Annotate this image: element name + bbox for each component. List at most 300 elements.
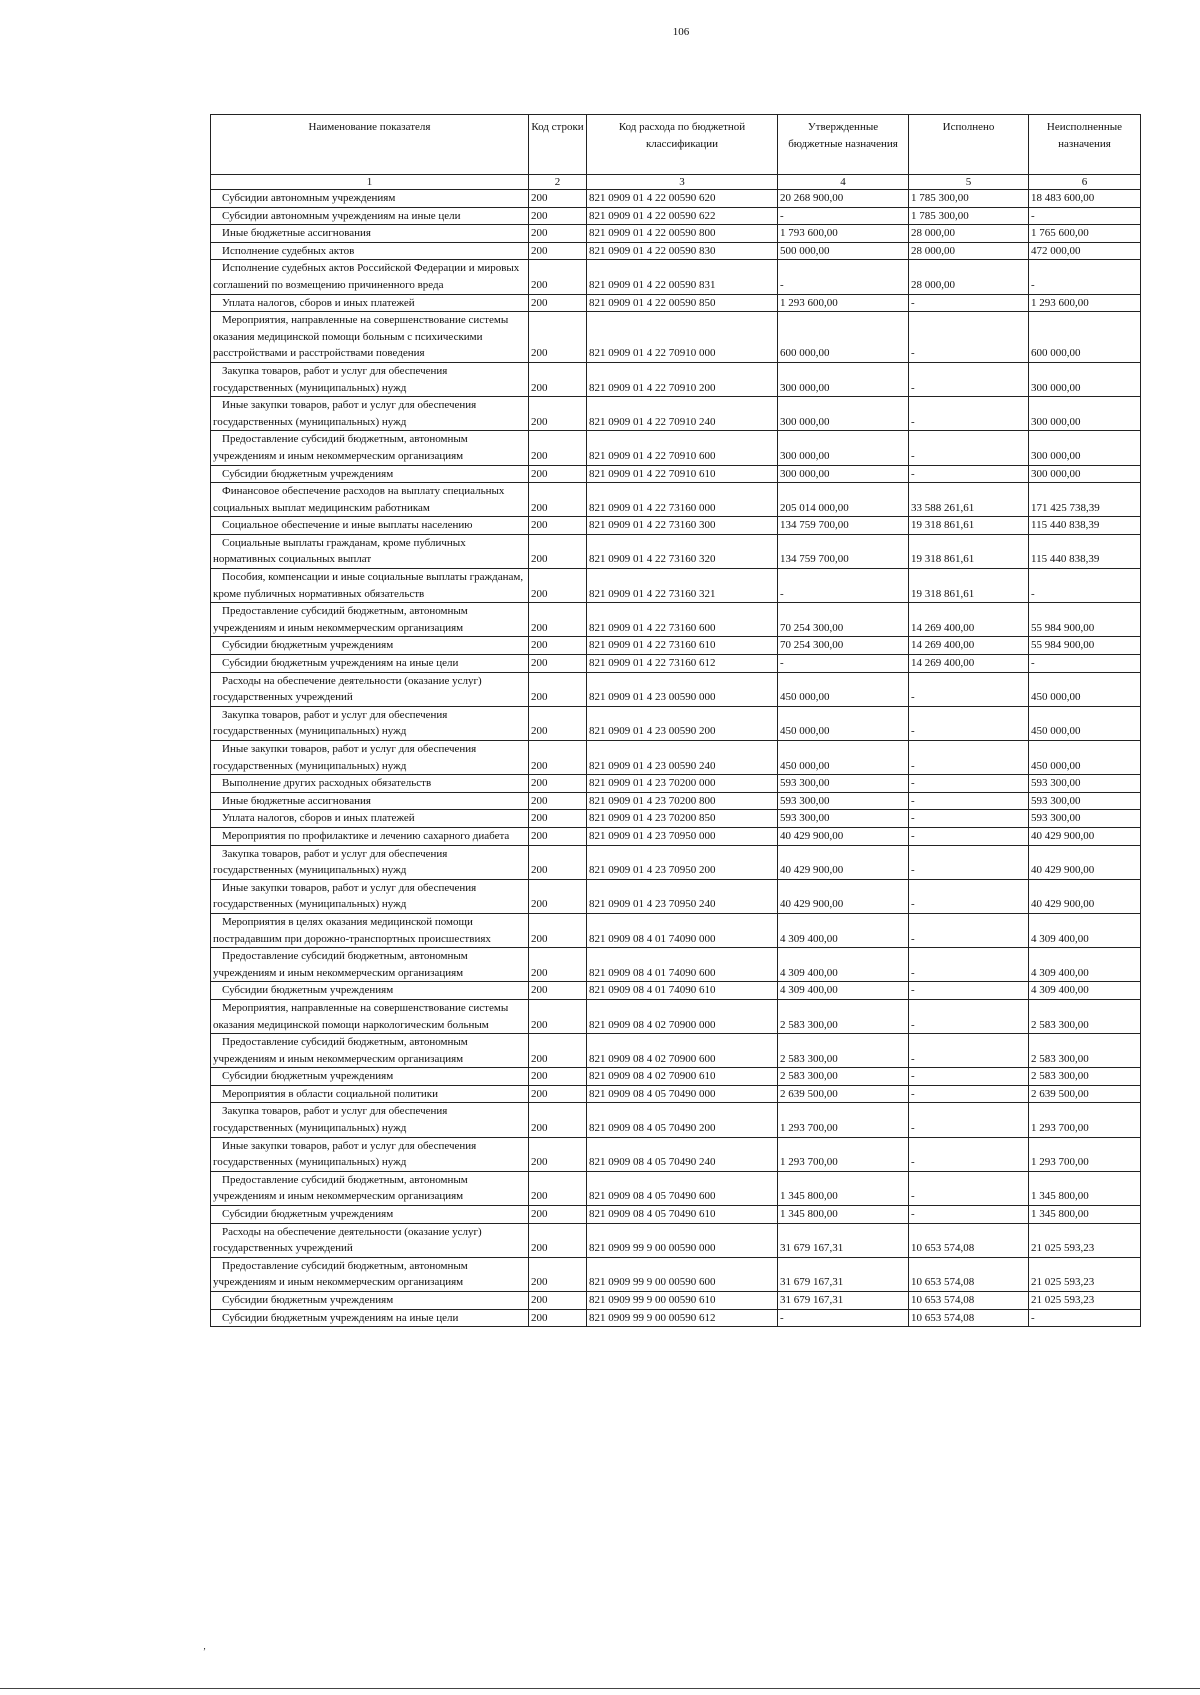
row-expense-code-cell: 821 0909 08 4 05 70490 600 xyxy=(587,1171,778,1205)
row-approved-cell: - xyxy=(778,569,909,603)
row-unexecuted-cell: 593 300,00 xyxy=(1029,775,1141,793)
row-line-code-cell: 200 xyxy=(529,1292,587,1310)
row-name-cell xyxy=(211,1309,529,1327)
table-row xyxy=(211,775,1141,793)
row-unexecuted-cell: 1 345 800,00 xyxy=(1029,1206,1141,1224)
row-executed-cell: - xyxy=(909,706,1029,740)
row-executed-cell: 10 653 574,08 xyxy=(909,1257,1029,1291)
row-unexecuted-cell: 40 429 900,00 xyxy=(1029,827,1141,845)
row-executed-cell: - xyxy=(909,1206,1029,1224)
row-expense-code-cell: 821 0909 01 4 22 00590 850 xyxy=(587,294,778,312)
table-row xyxy=(211,1257,1141,1291)
row-unexecuted-cell: 21 025 593,23 xyxy=(1029,1223,1141,1257)
row-unexecuted-cell: 2 583 300,00 xyxy=(1029,1068,1141,1086)
row-approved-cell: 40 429 900,00 xyxy=(778,827,909,845)
row-unexecuted-cell: 300 000,00 xyxy=(1029,362,1141,396)
row-executed-cell: 28 000,00 xyxy=(909,242,1029,260)
row-line-code-cell: 200 xyxy=(529,483,587,517)
row-line-code-cell: 200 xyxy=(529,190,587,208)
budget-execution-table xyxy=(210,114,1141,1327)
row-expense-code-cell: 821 0909 01 4 22 73160 000 xyxy=(587,483,778,517)
row-line-code-cell: 200 xyxy=(529,517,587,535)
row-approved-cell: 31 679 167,31 xyxy=(778,1292,909,1310)
row-executed-cell: 10 653 574,08 xyxy=(909,1223,1029,1257)
table-row xyxy=(211,982,1141,1000)
row-name-text: Пособия, компенсации и иные социальные выплаты гражданам, кроме публичных нормативных обязательств xyxy=(213,571,524,600)
row-line-code-cell: 200 xyxy=(529,741,587,775)
row-expense-code-cell: 821 0909 01 4 22 73160 600 xyxy=(587,603,778,637)
row-name-cell xyxy=(211,190,529,208)
row-executed-cell: 33 588 261,61 xyxy=(909,483,1029,517)
table-row xyxy=(211,517,1141,535)
row-name-cell xyxy=(211,260,529,294)
row-name-cell xyxy=(211,913,529,947)
row-name-text: Субсидии бюджетным учреждениям xyxy=(222,1208,394,1221)
row-line-code-cell: 200 xyxy=(529,534,587,568)
row-approved-cell: 4 309 400,00 xyxy=(778,982,909,1000)
row-unexecuted-cell: 4 309 400,00 xyxy=(1029,982,1141,1000)
row-approved-cell: 593 300,00 xyxy=(778,810,909,828)
row-name-text: Иные бюджетные ассигнования xyxy=(222,794,371,807)
row-name-text: Закупка товаров, работ и услуг для обеспечения государственных (муниципальных) нужд xyxy=(213,847,448,877)
row-unexecuted-cell: 1 765 600,00 xyxy=(1029,225,1141,243)
row-expense-code-cell: 821 0909 08 4 02 70900 610 xyxy=(587,1068,778,1086)
row-name-text: Субсидии бюджетным учреждениям на иные цели xyxy=(222,657,459,670)
row-line-code-cell: 200 xyxy=(529,397,587,431)
header-approved: Утвержденные бюджетные назначения xyxy=(778,115,909,175)
row-name-text: Мероприятия по профилактике и лечению сахарного диабета xyxy=(222,829,510,842)
row-unexecuted-cell: 2 583 300,00 xyxy=(1029,1034,1141,1068)
row-executed-cell: - xyxy=(909,431,1029,465)
row-name-text: Субсидии автономным учреждениям xyxy=(222,192,396,204)
row-unexecuted-cell: 4 309 400,00 xyxy=(1029,948,1141,982)
row-unexecuted-cell: 300 000,00 xyxy=(1029,397,1141,431)
row-name-cell xyxy=(211,1171,529,1205)
row-approved-cell: 1 345 800,00 xyxy=(778,1171,909,1205)
header-line-code: Код строки xyxy=(529,115,587,175)
row-unexecuted-cell: 1 293 700,00 xyxy=(1029,1103,1141,1137)
row-unexecuted-cell: 450 000,00 xyxy=(1029,672,1141,706)
row-expense-code-cell: 821 0909 01 4 23 00590 000 xyxy=(587,672,778,706)
row-approved-cell: 593 300,00 xyxy=(778,775,909,793)
row-approved-cell: 500 000,00 xyxy=(778,242,909,260)
table-row xyxy=(211,294,1141,312)
row-executed-cell: - xyxy=(909,397,1029,431)
row-approved-cell: 300 000,00 xyxy=(778,431,909,465)
row-unexecuted-cell: 450 000,00 xyxy=(1029,741,1141,775)
row-unexecuted-cell: 55 984 900,00 xyxy=(1029,603,1141,637)
row-line-code-cell: 200 xyxy=(529,603,587,637)
row-name-cell xyxy=(211,362,529,396)
row-name-cell xyxy=(211,810,529,828)
row-name-cell xyxy=(211,225,529,243)
row-approved-cell: 300 000,00 xyxy=(778,465,909,483)
row-expense-code-cell: 821 0909 01 4 23 00590 240 xyxy=(587,741,778,775)
table-row xyxy=(211,242,1141,260)
row-executed-cell: - xyxy=(909,294,1029,312)
row-name-text: Субсидии бюджетным учреждениям xyxy=(222,984,394,997)
row-executed-cell: - xyxy=(909,982,1029,1000)
header-unexecuted: Неисполненные назначения xyxy=(1029,115,1141,175)
row-line-code-cell: 200 xyxy=(529,775,587,793)
row-name-text: Субсидии автономным учреждениям на иные цели xyxy=(222,209,461,222)
row-executed-cell: - xyxy=(909,913,1029,947)
row-approved-cell: 134 759 700,00 xyxy=(778,517,909,535)
row-line-code-cell: 200 xyxy=(529,1137,587,1171)
table-body xyxy=(211,190,1141,1327)
row-expense-code-cell: 821 0909 99 9 00 00590 000 xyxy=(587,1223,778,1257)
row-line-code-cell: 200 xyxy=(529,672,587,706)
row-line-code-cell: 200 xyxy=(529,260,587,294)
row-name-text: Предоставление субсидий бюджетным, автономным учреждениям и иным некоммерческим организациям xyxy=(213,1173,468,1203)
row-line-code-cell: 200 xyxy=(529,1103,587,1137)
table-row xyxy=(211,225,1141,243)
row-unexecuted-cell: - xyxy=(1029,655,1141,673)
row-line-code-cell: 200 xyxy=(529,845,587,879)
row-expense-code-cell: 821 0909 01 4 23 70200 850 xyxy=(587,810,778,828)
row-line-code-cell: 200 xyxy=(529,1223,587,1257)
table-row xyxy=(211,312,1141,363)
table-row xyxy=(211,672,1141,706)
row-name-text: Уплата налогов, сборов и иных платежей xyxy=(222,296,415,309)
table-row xyxy=(211,827,1141,845)
table-row xyxy=(211,792,1141,810)
row-name-cell xyxy=(211,706,529,740)
row-expense-code-cell: 821 0909 01 4 22 70910 200 xyxy=(587,362,778,396)
row-name-text: Предоставление субсидий бюджетным, автономным учреждениям и иным некоммерческим организациям xyxy=(213,1259,468,1289)
row-name-text: Расходы на обеспечение деятельности (оказание услуг) государственных учреждений xyxy=(213,674,482,704)
row-name-text: Предоставление субсидий бюджетным, автономным учреждениям и иным некоммерческим организациям xyxy=(213,950,468,979)
row-unexecuted-cell: - xyxy=(1029,260,1141,294)
header-indicator-name: Наименование показателя xyxy=(211,115,529,175)
row-executed-cell: - xyxy=(909,827,1029,845)
row-line-code-cell: 200 xyxy=(529,948,587,982)
row-expense-code-cell: 821 0909 01 4 22 70910 610 xyxy=(587,465,778,483)
row-line-code-cell: 200 xyxy=(529,1085,587,1103)
row-name-text: Иные бюджетные ассигнования xyxy=(222,227,371,240)
row-executed-cell: 14 269 400,00 xyxy=(909,655,1029,673)
row-name-cell xyxy=(211,517,529,535)
header-row xyxy=(211,115,1141,175)
row-line-code-cell: 200 xyxy=(529,913,587,947)
row-expense-code-cell: 821 0909 01 4 22 70910 000 xyxy=(587,312,778,363)
row-line-code-cell: 200 xyxy=(529,706,587,740)
row-executed-cell: 19 318 861,61 xyxy=(909,517,1029,535)
row-expense-code-cell: 821 0909 01 4 22 00590 831 xyxy=(587,260,778,294)
header-expense-code: Код расхода по бюджетной классификации xyxy=(587,115,778,175)
row-expense-code-cell: 821 0909 99 9 00 00590 600 xyxy=(587,1257,778,1291)
row-name-text: Выполнение других расходных обязательств xyxy=(222,777,432,790)
row-name-text: Исполнение судебных актов xyxy=(222,244,355,257)
row-unexecuted-cell: 171 425 738,39 xyxy=(1029,483,1141,517)
row-line-code-cell: 200 xyxy=(529,242,587,260)
row-line-code-cell: 200 xyxy=(529,810,587,828)
row-approved-cell: - xyxy=(778,1309,909,1327)
row-approved-cell: 4 309 400,00 xyxy=(778,913,909,947)
row-executed-cell: 10 653 574,08 xyxy=(909,1309,1029,1327)
row-line-code-cell: 200 xyxy=(529,431,587,465)
row-line-code-cell: 200 xyxy=(529,465,587,483)
row-name-cell xyxy=(211,1103,529,1137)
row-name-text: Закупка товаров, работ и услуг для обеспечения государственных (муниципальных) нужд xyxy=(213,1105,448,1135)
table-row xyxy=(211,260,1141,294)
row-line-code-cell: 200 xyxy=(529,1257,587,1291)
row-expense-code-cell: 821 0909 01 4 23 00590 200 xyxy=(587,706,778,740)
row-approved-cell: 450 000,00 xyxy=(778,672,909,706)
row-name-text: Субсидии бюджетным учреждениям xyxy=(222,1294,394,1306)
row-name-text: Исполнение судебных актов Российской Федерации и мировых соглашений по возмещению причиненного вреда xyxy=(213,262,520,291)
row-line-code-cell: 200 xyxy=(529,655,587,673)
row-line-code-cell: 200 xyxy=(529,569,587,603)
row-name-cell xyxy=(211,655,529,673)
column-number: 5 xyxy=(909,175,1029,190)
row-name-text: Расходы на обеспечение деятельности (оказание услуг) государственных учреждений xyxy=(213,1225,482,1255)
row-executed-cell: 28 000,00 xyxy=(909,260,1029,294)
row-executed-cell: - xyxy=(909,1068,1029,1086)
row-approved-cell: 31 679 167,31 xyxy=(778,1257,909,1291)
row-name-text: Мероприятия, направленные на совершенствование системы оказания медицинской помощи наркологическим больным xyxy=(213,1001,509,1031)
row-name-cell xyxy=(211,603,529,637)
row-line-code-cell: 200 xyxy=(529,999,587,1033)
row-expense-code-cell: 821 0909 08 4 01 74090 000 xyxy=(587,913,778,947)
row-executed-cell: - xyxy=(909,1137,1029,1171)
row-expense-code-cell: 821 0909 01 4 22 00590 622 xyxy=(587,207,778,225)
row-name-text: Предоставление субсидий бюджетным, автономным учреждениям и иным некоммерческим организациям xyxy=(213,1036,468,1065)
row-approved-cell: 300 000,00 xyxy=(778,362,909,396)
row-executed-cell: - xyxy=(909,775,1029,793)
table-row xyxy=(211,1085,1141,1103)
row-unexecuted-cell: 2 583 300,00 xyxy=(1029,999,1141,1033)
row-expense-code-cell: 821 0909 08 4 02 70900 600 xyxy=(587,1034,778,1068)
row-unexecuted-cell: 21 025 593,23 xyxy=(1029,1257,1141,1291)
row-name-text: Предоставление субсидий бюджетным, автономным учреждениям и иным некоммерческим организациям xyxy=(213,433,468,462)
row-name-cell xyxy=(211,775,529,793)
row-expense-code-cell: 821 0909 08 4 05 70490 200 xyxy=(587,1103,778,1137)
row-name-text: Субсидии бюджетным учреждениям xyxy=(222,467,394,480)
row-name-text: Закупка товаров, работ и услуг для обеспечения государственных (муниципальных) нужд xyxy=(213,364,448,394)
row-approved-cell: 450 000,00 xyxy=(778,741,909,775)
row-name-text: Иные закупки товаров, работ и услуг для обеспечения государственных (муниципальных) нужд xyxy=(213,881,477,911)
table-row xyxy=(211,810,1141,828)
row-name-cell xyxy=(211,1223,529,1257)
table-row xyxy=(211,534,1141,568)
row-approved-cell: 40 429 900,00 xyxy=(778,845,909,879)
row-name-cell xyxy=(211,948,529,982)
row-unexecuted-cell: 40 429 900,00 xyxy=(1029,845,1141,879)
row-line-code-cell: 200 xyxy=(529,1309,587,1327)
row-expense-code-cell: 821 0909 01 4 23 70950 200 xyxy=(587,845,778,879)
row-name-cell xyxy=(211,1292,529,1310)
row-expense-code-cell: 821 0909 08 4 01 74090 610 xyxy=(587,982,778,1000)
row-expense-code-cell: 821 0909 01 4 23 70950 240 xyxy=(587,879,778,913)
row-approved-cell: 1 293 700,00 xyxy=(778,1137,909,1171)
table-row xyxy=(211,1206,1141,1224)
row-name-cell xyxy=(211,1068,529,1086)
row-executed-cell: - xyxy=(909,845,1029,879)
row-expense-code-cell: 821 0909 01 4 22 00590 800 xyxy=(587,225,778,243)
row-name-cell xyxy=(211,1137,529,1171)
row-expense-code-cell: 821 0909 08 4 05 70490 000 xyxy=(587,1085,778,1103)
column-number: 6 xyxy=(1029,175,1141,190)
row-expense-code-cell: 821 0909 01 4 23 70200 800 xyxy=(587,792,778,810)
row-unexecuted-cell: - xyxy=(1029,1309,1141,1327)
row-line-code-cell: 200 xyxy=(529,1068,587,1086)
row-unexecuted-cell: - xyxy=(1029,207,1141,225)
row-approved-cell: 300 000,00 xyxy=(778,397,909,431)
row-name-text: Закупка товаров, работ и услуг для обеспечения государственных (муниципальных) нужд xyxy=(213,708,448,738)
row-approved-cell: 2 639 500,00 xyxy=(778,1085,909,1103)
table-row xyxy=(211,483,1141,517)
row-name-cell xyxy=(211,792,529,810)
row-name-cell xyxy=(211,207,529,225)
table-row xyxy=(211,1309,1141,1327)
row-name-text: Мероприятия, направленные на совершенствование системы оказания медицинской помощи больным с психическими расстройствами и расстройствами поведения xyxy=(213,314,509,360)
row-unexecuted-cell: 115 440 838,39 xyxy=(1029,534,1141,568)
row-unexecuted-cell: 21 025 593,23 xyxy=(1029,1292,1141,1310)
row-expense-code-cell: 821 0909 99 9 00 00590 610 xyxy=(587,1292,778,1310)
row-name-text: Иные закупки товаров, работ и услуг для обеспечения государственных (муниципальных) нужд xyxy=(213,743,477,772)
column-number: 4 xyxy=(778,175,909,190)
row-executed-cell: - xyxy=(909,1085,1029,1103)
row-approved-cell: 205 014 000,00 xyxy=(778,483,909,517)
row-name-text: Социальное обеспечение и иные выплаты населению xyxy=(222,519,473,532)
row-expense-code-cell: 821 0909 01 4 22 73160 321 xyxy=(587,569,778,603)
row-line-code-cell: 200 xyxy=(529,294,587,312)
row-unexecuted-cell: 1 345 800,00 xyxy=(1029,1171,1141,1205)
row-approved-cell: 20 268 900,00 xyxy=(778,190,909,208)
row-approved-cell: 70 254 300,00 xyxy=(778,603,909,637)
table-row xyxy=(211,913,1141,947)
row-executed-cell: - xyxy=(909,362,1029,396)
row-executed-cell: - xyxy=(909,1103,1029,1137)
row-line-code-cell: 200 xyxy=(529,207,587,225)
row-name-cell xyxy=(211,827,529,845)
table-row xyxy=(211,1171,1141,1205)
row-approved-cell: 4 309 400,00 xyxy=(778,948,909,982)
page-bottom-rule xyxy=(0,1688,1200,1689)
table-row xyxy=(211,397,1141,431)
row-unexecuted-cell: 1 293 600,00 xyxy=(1029,294,1141,312)
table-row xyxy=(211,845,1141,879)
table-row xyxy=(211,190,1141,208)
row-approved-cell: 1 293 600,00 xyxy=(778,294,909,312)
table-row xyxy=(211,1292,1141,1310)
row-name-text: Иные закупки товаров, работ и услуг для обеспечения государственных (муниципальных) нужд xyxy=(213,1139,477,1169)
row-approved-cell: 134 759 700,00 xyxy=(778,534,909,568)
row-executed-cell: - xyxy=(909,1034,1029,1068)
row-name-text: Мероприятия в целях оказания медицинской помощи пострадавшим при дорожно-транспортных происшествиях xyxy=(213,915,491,945)
row-name-text: Субсидии бюджетным учреждениям на иные цели xyxy=(222,1311,459,1324)
row-expense-code-cell: 821 0909 01 4 22 70910 240 xyxy=(587,397,778,431)
row-executed-cell: - xyxy=(909,810,1029,828)
row-name-text: Иные закупки товаров, работ и услуг для обеспечения государственных (муниципальных) нужд xyxy=(213,399,477,428)
row-expense-code-cell: 821 0909 01 4 22 70910 600 xyxy=(587,431,778,465)
row-unexecuted-cell: 4 309 400,00 xyxy=(1029,913,1141,947)
row-unexecuted-cell: 593 300,00 xyxy=(1029,810,1141,828)
row-name-cell xyxy=(211,999,529,1033)
row-name-cell xyxy=(211,1257,529,1291)
row-approved-cell: 31 679 167,31 xyxy=(778,1223,909,1257)
row-line-code-cell: 200 xyxy=(529,1171,587,1205)
row-executed-cell: 19 318 861,61 xyxy=(909,534,1029,568)
row-approved-cell: 2 583 300,00 xyxy=(778,1068,909,1086)
table-row xyxy=(211,948,1141,982)
row-executed-cell: - xyxy=(909,672,1029,706)
table-row xyxy=(211,569,1141,603)
row-unexecuted-cell: 300 000,00 xyxy=(1029,431,1141,465)
table-row xyxy=(211,465,1141,483)
row-expense-code-cell: 821 0909 01 4 23 70200 000 xyxy=(587,775,778,793)
row-name-cell xyxy=(211,465,529,483)
row-name-text: Социальные выплаты гражданам, кроме публичных нормативных социальных выплат xyxy=(213,536,466,566)
row-name-text: Предоставление субсидий бюджетным, автономным учреждениям и иным некоммерческим организациям xyxy=(213,605,468,634)
scan-mark: ‚ xyxy=(203,1641,206,1651)
row-name-text: Субсидии бюджетным учреждениям xyxy=(222,639,394,652)
row-executed-cell: - xyxy=(909,1171,1029,1205)
row-approved-cell: 1 345 800,00 xyxy=(778,1206,909,1224)
table-row xyxy=(211,603,1141,637)
row-approved-cell: 450 000,00 xyxy=(778,706,909,740)
row-approved-cell: 593 300,00 xyxy=(778,792,909,810)
table-row xyxy=(211,431,1141,465)
row-approved-cell: 2 583 300,00 xyxy=(778,999,909,1033)
row-approved-cell: - xyxy=(778,207,909,225)
row-name-cell xyxy=(211,1034,529,1068)
table-row xyxy=(211,706,1141,740)
row-line-code-cell: 200 xyxy=(529,637,587,655)
row-unexecuted-cell: 55 984 900,00 xyxy=(1029,637,1141,655)
row-name-cell xyxy=(211,982,529,1000)
table-row xyxy=(211,879,1141,913)
row-name-text: Уплата налогов, сборов и иных платежей xyxy=(222,812,415,825)
row-name-cell xyxy=(211,534,529,568)
row-executed-cell: - xyxy=(909,741,1029,775)
row-name-cell xyxy=(211,294,529,312)
row-approved-cell: - xyxy=(778,655,909,673)
table-row xyxy=(211,207,1141,225)
row-approved-cell: 40 429 900,00 xyxy=(778,879,909,913)
row-name-cell xyxy=(211,672,529,706)
table-row xyxy=(211,1068,1141,1086)
row-expense-code-cell: 821 0909 01 4 22 73160 612 xyxy=(587,655,778,673)
row-name-cell xyxy=(211,397,529,431)
row-executed-cell: - xyxy=(909,792,1029,810)
row-name-text: Финансовое обеспечение расходов на выплату специальных социальных выплат медицинским работникам xyxy=(213,485,505,514)
row-unexecuted-cell: 18 483 600,00 xyxy=(1029,190,1141,208)
row-name-cell xyxy=(211,1206,529,1224)
row-executed-cell: 19 318 861,61 xyxy=(909,569,1029,603)
column-number: 3 xyxy=(587,175,778,190)
table-row xyxy=(211,1103,1141,1137)
row-unexecuted-cell: - xyxy=(1029,569,1141,603)
row-expense-code-cell: 821 0909 08 4 02 70900 000 xyxy=(587,999,778,1033)
row-executed-cell: - xyxy=(909,312,1029,363)
row-unexecuted-cell: 600 000,00 xyxy=(1029,312,1141,363)
row-unexecuted-cell: 450 000,00 xyxy=(1029,706,1141,740)
row-executed-cell: 1 785 300,00 xyxy=(909,190,1029,208)
row-expense-code-cell: 821 0909 99 9 00 00590 612 xyxy=(587,1309,778,1327)
row-name-text: Субсидии бюджетным учреждениям xyxy=(222,1070,394,1083)
row-approved-cell: 1 793 600,00 xyxy=(778,225,909,243)
column-number-row xyxy=(211,175,1141,190)
row-line-code-cell: 200 xyxy=(529,225,587,243)
row-line-code-cell: 200 xyxy=(529,982,587,1000)
table-row xyxy=(211,1223,1141,1257)
row-unexecuted-cell: 300 000,00 xyxy=(1029,465,1141,483)
table-row xyxy=(211,1034,1141,1068)
row-unexecuted-cell: 115 440 838,39 xyxy=(1029,517,1141,535)
row-expense-code-cell: 821 0909 01 4 22 00590 620 xyxy=(587,190,778,208)
